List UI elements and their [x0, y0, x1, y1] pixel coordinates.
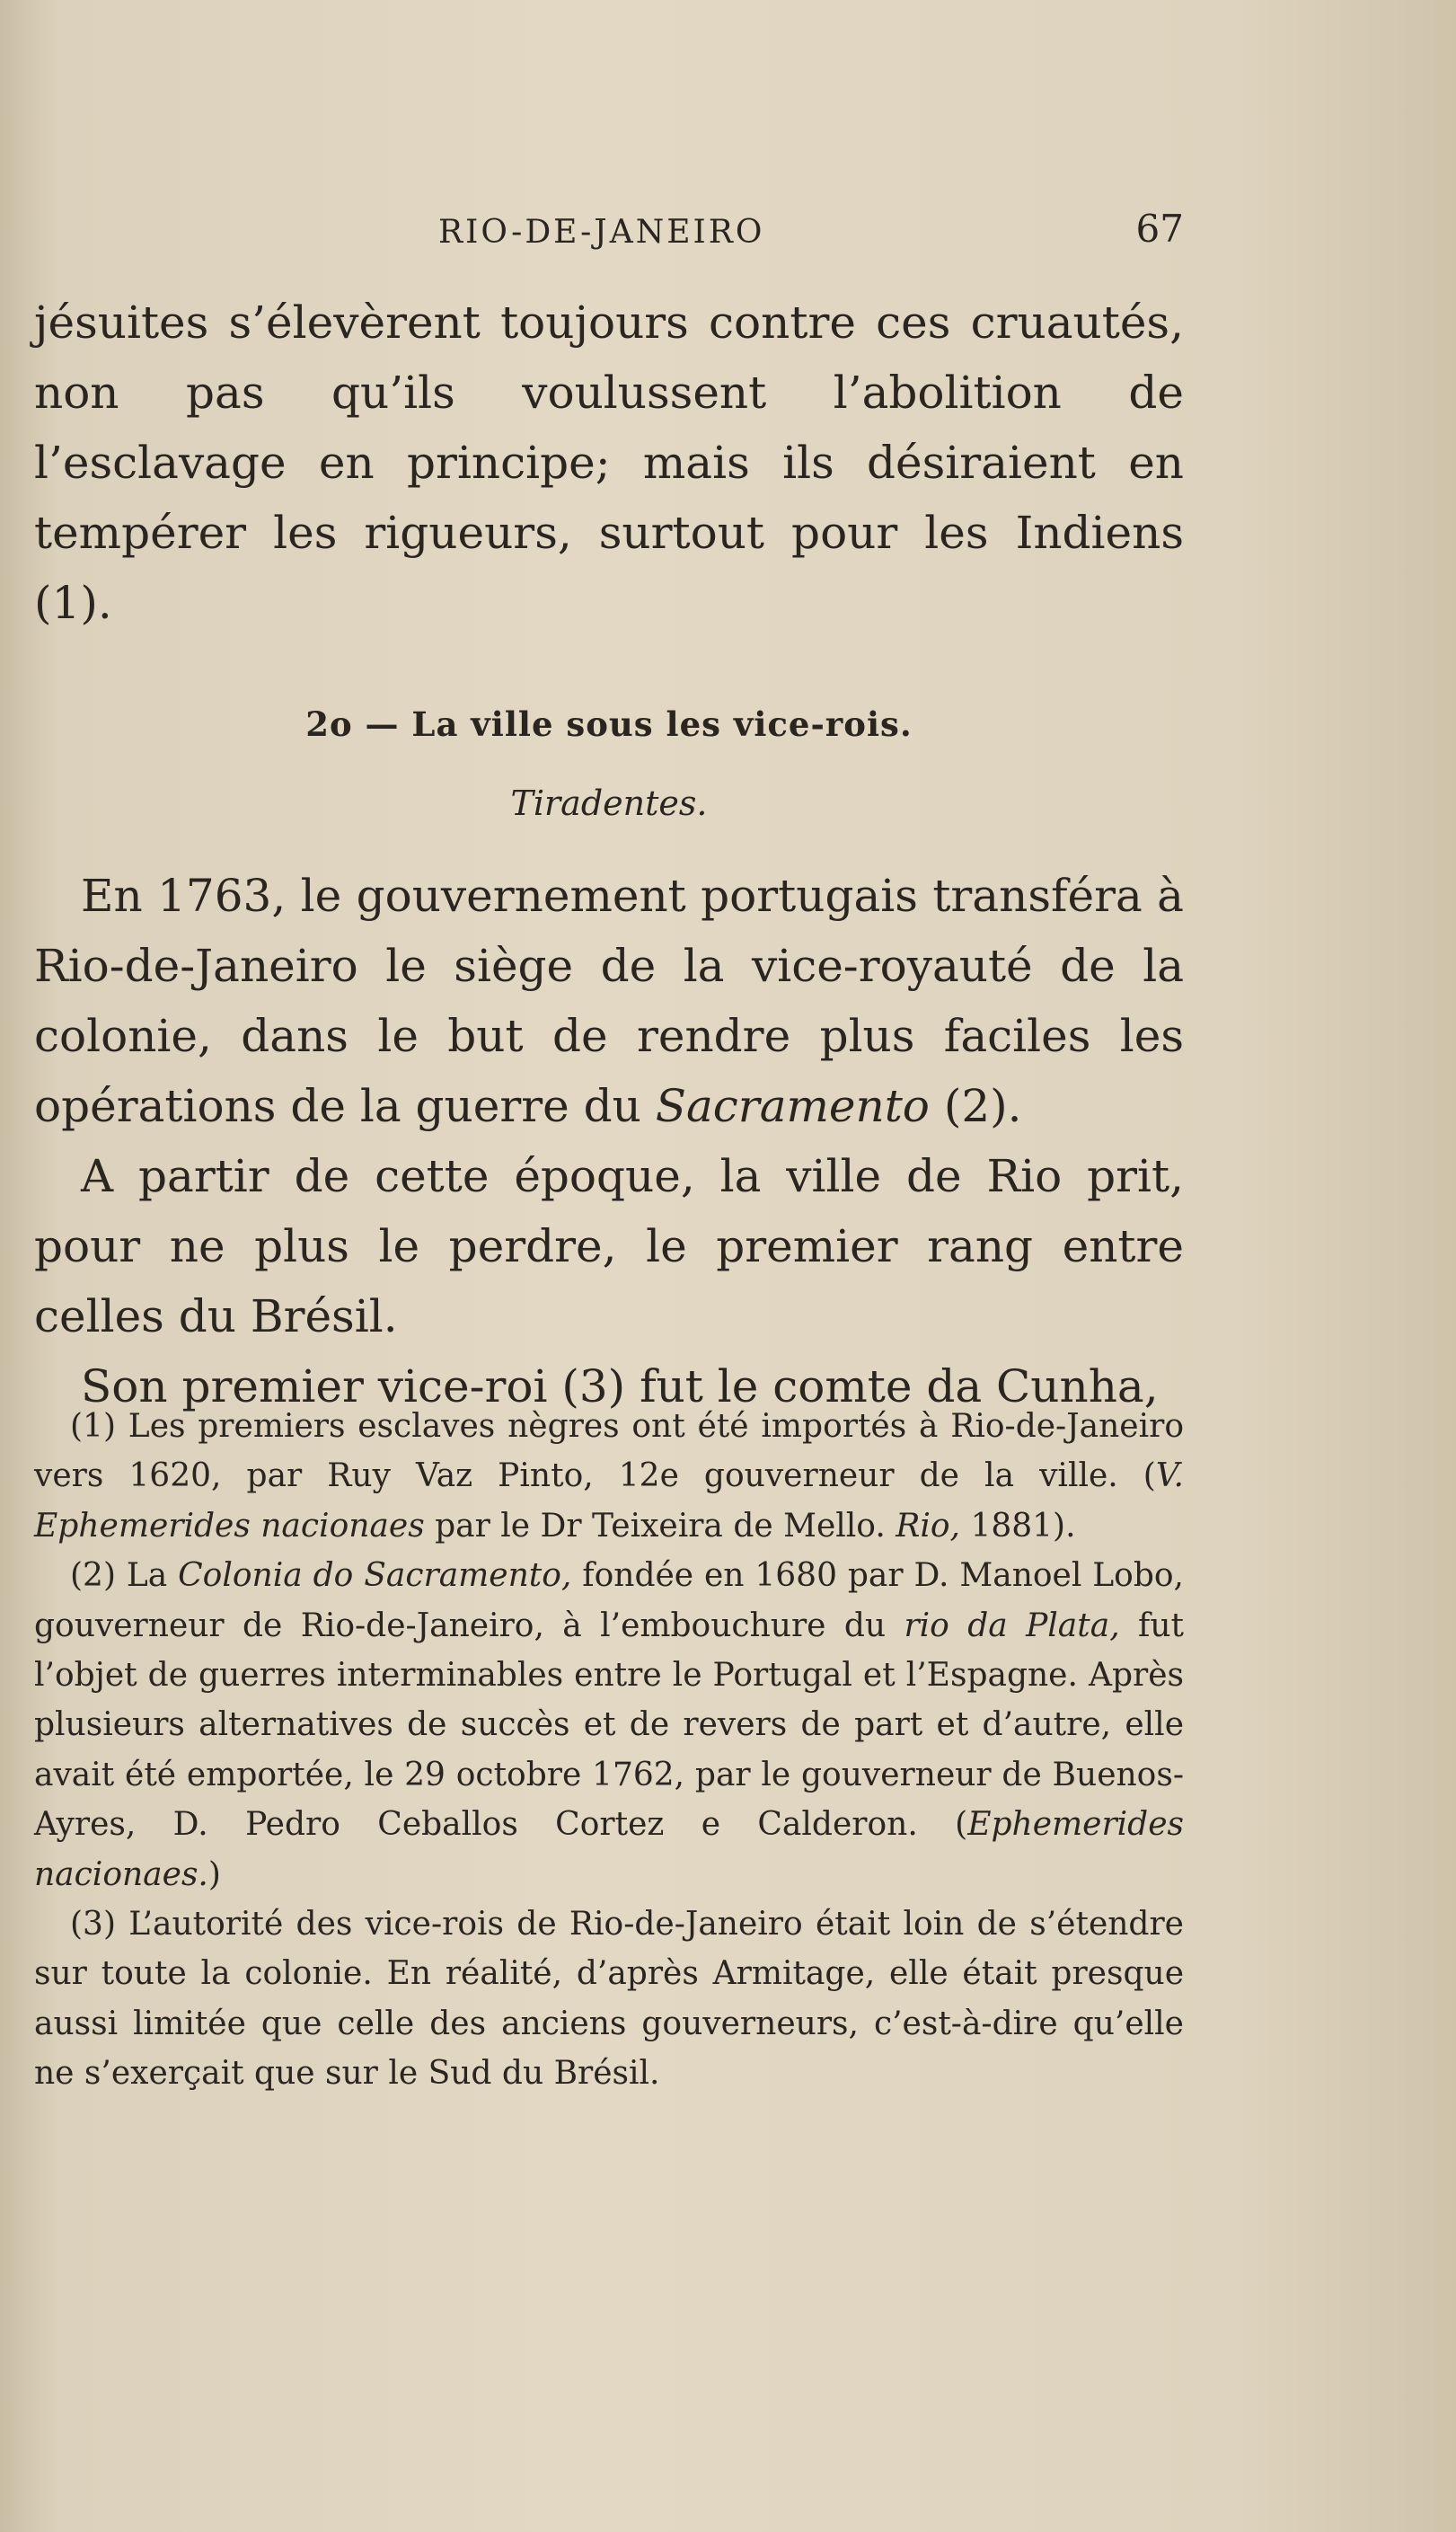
footnote-2-emphasis-a: Colonia do Sacramento,: [178, 1557, 572, 1595]
footnote-2-text-b: fondée en 1680 par D. Manoel Lobo, gouverneur de Rio-de-Janeiro, à l’embouchure du: [34, 1557, 1185, 1644]
footnote-1-text-b: par le Dr Teixeira de Mello.: [424, 1507, 896, 1545]
page-number: 67: [1135, 207, 1184, 251]
footnote-2-text-c: fut l’objet de guerres interminables entre le Portugal et l’Espagne. Après plusieurs alternatives de succès et de revers de part et d’autre, elle avait été emportée, le 29 octobre 1762, par le gouverneur de Buenos-Ayres, D. Pedro Ceballos Cortez e Calderon. (: [34, 1607, 1184, 1844]
footnote-1-text-a: (1) Les premiers esclaves nègres ont été importés à Rio-de-Janeiro vers 1620, par Ruy Vaz Pinto, 12e gouverneur de la ville. (: [34, 1408, 1184, 1495]
paragraph-viceroyalty: [34, 861, 1184, 1141]
running-title: RIO-DE-JANEIRO: [438, 214, 765, 251]
footnotes: [34, 1402, 1184, 2099]
section-subtitle: Tiradentes.: [510, 784, 708, 823]
footnote-2-text-d: ): [207, 1855, 221, 1893]
footnote-1: [34, 1402, 1184, 1551]
footnote-2: [34, 1551, 1184, 1899]
footnote-2-emphasis-c: Ephemerides nacionaes.: [34, 1806, 1184, 1893]
footnote-1-emphasis-a: V. Ephemerides nacionaes: [34, 1457, 1184, 1545]
footnote-2-text-a: (2) La: [70, 1557, 179, 1595]
footnote-1-emphasis-b: Rio,: [896, 1507, 960, 1545]
paragraph-first-viceroy: Son premier vice-roi (3) fut le comte da Cunha,: [81, 1360, 1159, 1412]
footnote-2-emphasis-b: rio da Plata,: [904, 1607, 1120, 1644]
paragraph-continuation: jésuites s’élevèrent toujours contre ces cruautés, non pas qu’ils voulussent l’abolition de l’esclavage en principe; mais ils désiraient en tempérer les rigueurs, surtout pour les Indiens (1).: [34, 297, 1184, 629]
page-header: [34, 207, 1184, 261]
footnote-1-text-c: 1881).: [960, 1507, 1076, 1545]
section-heading: 2o — La ville sous les vice-rois.: [305, 704, 913, 744]
paragraph-viceroyalty-text-b: (2).: [929, 1080, 1022, 1132]
paragraph-rio-rank: A partir de cette époque, la ville de Rio prit, pour ne plus le perdre, le premier rang entre celles du Brésil.: [34, 1150, 1184, 1342]
paragraph-viceroyalty-text-a: En 1763, le gouvernement portugais transféra à Rio-de-Janeiro le siège de la vice-royauté de la colonie, dans le but de rendre plus faciles les opérations de la guerre du: [34, 870, 1184, 1132]
footnote-3: (3) L’autorité des vice-rois de Rio-de-Janeiro était loin de s’étendre sur toute la colonie. En réalité, d’après Armitage, elle était presque aussi limitée que celle des anciens gouverneurs, c’est-à-dire qu’elle ne s’exerçait que sur le Sud du Brésil.: [34, 1906, 1184, 2093]
paragraph-viceroyalty-emphasis: Sacramento: [655, 1080, 930, 1132]
main-text: [34, 288, 1184, 1421]
